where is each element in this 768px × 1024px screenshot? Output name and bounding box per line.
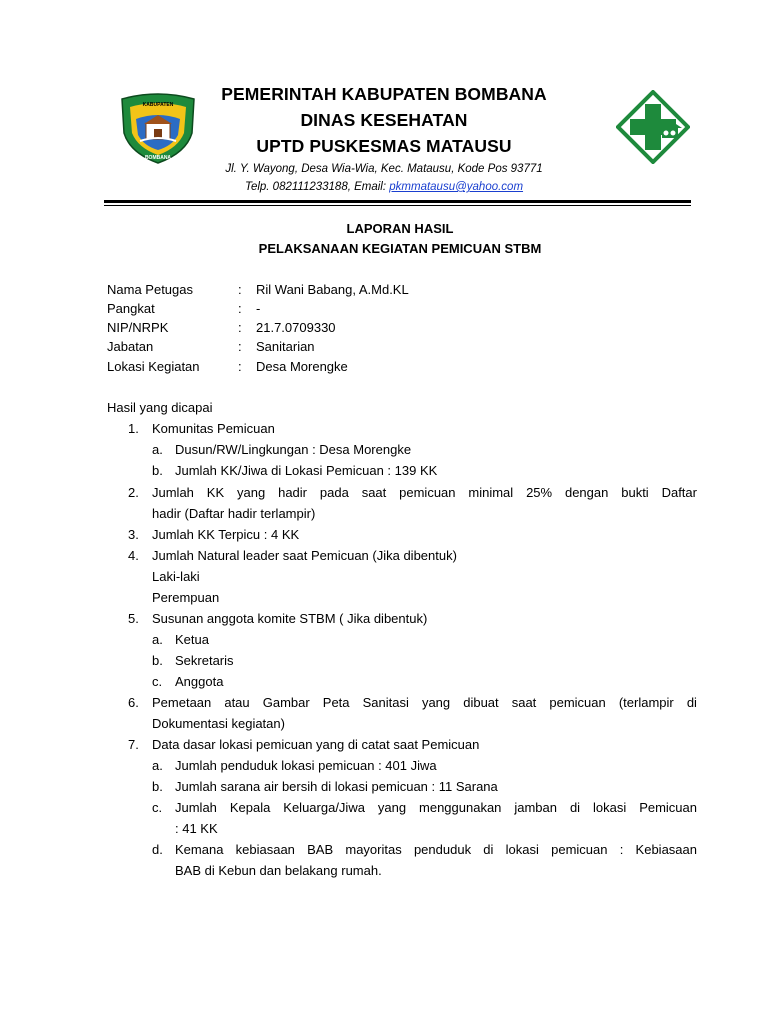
sub-mark: c. bbox=[152, 800, 163, 815]
sub-mark: b. bbox=[152, 653, 163, 668]
word: atau bbox=[224, 695, 250, 710]
word: KK bbox=[206, 485, 225, 500]
sub-item-text: Dusun/RW/Lingkungan : Desa Morengke bbox=[175, 442, 412, 457]
sub-item-text: Jumlah sarana air bersih di lokasi pemicuan : 11 Sarana bbox=[175, 779, 498, 794]
word: pemicuan bbox=[399, 485, 456, 500]
svg-text:BOMBANA: BOMBANA bbox=[144, 155, 172, 161]
word: yang bbox=[377, 800, 407, 815]
word: Jumlah bbox=[175, 800, 217, 815]
word: dibuat bbox=[463, 695, 499, 710]
list-item-text: Susunan anggota komite STBM ( Jika dibentuk) bbox=[152, 611, 428, 626]
svg-text:KABUPATEN: KABUPATEN bbox=[142, 102, 174, 108]
identity-label: Jabatan bbox=[107, 339, 154, 354]
word: lokasi bbox=[593, 800, 627, 815]
word: bukti bbox=[621, 485, 649, 500]
sub-item-text: : 41 KK bbox=[175, 821, 218, 836]
word: Pemetaan bbox=[152, 695, 212, 710]
email-link[interactable]: pkmmatausu@yahoo.com bbox=[389, 181, 524, 193]
sub-item-text: Anggota bbox=[175, 674, 224, 689]
identity-value: Sanitarian bbox=[256, 339, 315, 354]
identity-label: Lokasi Kegiatan bbox=[107, 359, 200, 374]
sub-mark: c. bbox=[152, 674, 163, 689]
letterhead-government: PEMERINTAH KABUPATEN BOMBANA bbox=[221, 84, 547, 104]
word: Peta bbox=[322, 695, 350, 710]
letterhead-puskesmas: UPTD PUSKESMAS MATAUSU bbox=[256, 136, 512, 156]
identity-colon: : bbox=[238, 282, 242, 297]
word: Daftar bbox=[661, 485, 697, 500]
sub-item-text: Jumlah penduduk lokasi pemicuan : 401 Jiwa bbox=[175, 758, 437, 773]
justified-line bbox=[175, 842, 697, 857]
results-heading: Hasil yang dicapai bbox=[107, 400, 213, 415]
list-item-text: Data dasar lokasi pemicuan yang di catat saat Pemicuan bbox=[152, 737, 480, 752]
identity-value: - bbox=[256, 301, 261, 316]
list-item-text: Jumlah KK Terpicu : 4 KK bbox=[152, 527, 300, 542]
word: yang bbox=[237, 485, 266, 500]
identity-value: 21.7.0709330 bbox=[256, 320, 336, 335]
word: saat bbox=[361, 485, 387, 500]
list-item-text: Komunitas Pemicuan bbox=[152, 421, 275, 436]
list-number: 7. bbox=[128, 737, 139, 752]
word: kebiasaan bbox=[235, 842, 295, 857]
sub-mark: b. bbox=[152, 779, 163, 794]
word: 25% bbox=[526, 485, 553, 500]
word: Gambar bbox=[262, 695, 310, 710]
list-number: 6. bbox=[128, 695, 139, 710]
identity-colon: : bbox=[238, 301, 242, 316]
list-number: 2. bbox=[128, 485, 139, 500]
word: pemicuan bbox=[551, 842, 608, 857]
natural-leader-female: Perempuan bbox=[152, 590, 220, 605]
word: penduduk bbox=[413, 842, 472, 857]
word: Sanitasi bbox=[362, 695, 409, 710]
word: di bbox=[483, 842, 494, 857]
word: Pemicuan bbox=[639, 800, 697, 815]
identity-colon: : bbox=[238, 359, 242, 374]
word: saat bbox=[511, 695, 537, 710]
list-number: 1. bbox=[128, 421, 139, 436]
list-number: 4. bbox=[128, 548, 139, 563]
identity-value: Desa Morengke bbox=[256, 359, 348, 374]
phone-text: Telp. 082111233188, Email: bbox=[244, 181, 390, 193]
sub-mark: b. bbox=[152, 463, 163, 478]
word: hadir bbox=[278, 485, 308, 500]
sub-mark: a. bbox=[152, 442, 163, 457]
identity-value: Ril Wani Babang, A.Md.KL bbox=[256, 282, 409, 297]
letterhead-address: Jl. Y. Wayong, Desa Wia-Wia, Kec. Matausu, Kode Pos 93771 bbox=[225, 163, 543, 175]
sub-mark: d. bbox=[152, 842, 163, 857]
word: lokasi bbox=[505, 842, 539, 857]
letterhead-department: DINAS KESEHATAN bbox=[300, 110, 468, 130]
word: jamban bbox=[514, 800, 557, 815]
sub-item-text: BAB di Kebun dan belakang rumah. bbox=[175, 863, 382, 878]
word: di bbox=[686, 695, 697, 710]
word: (terlampir bbox=[618, 695, 674, 710]
list-number: 5. bbox=[128, 611, 139, 626]
justified-line bbox=[175, 800, 697, 815]
word: di bbox=[569, 800, 581, 815]
list-item-text: hadir (Daftar hadir terlampir) bbox=[152, 506, 316, 521]
justified-line bbox=[152, 695, 697, 710]
identity-colon: : bbox=[238, 339, 242, 354]
natural-leader-male: Laki-laki bbox=[152, 569, 200, 584]
identity-label: NIP/NRPK bbox=[107, 320, 169, 335]
sub-item-text: Ketua bbox=[175, 632, 209, 647]
identity-label: Nama Petugas bbox=[107, 282, 193, 297]
list-item-text: Jumlah Natural leader saat Pemicuan (Jika dibentuk) bbox=[152, 548, 457, 563]
word: BAB bbox=[307, 842, 334, 857]
word: : bbox=[619, 842, 624, 857]
sub-mark: a. bbox=[152, 632, 163, 647]
report-subtitle: PELAKSANAAN KEGIATAN PEMICUAN STBM bbox=[258, 241, 542, 256]
word: pemicuan bbox=[549, 695, 606, 710]
justified-line bbox=[152, 485, 697, 500]
letterhead-divider-thin bbox=[104, 205, 691, 206]
identity-colon: : bbox=[238, 320, 242, 335]
report-title: LAPORAN HASIL bbox=[346, 221, 454, 236]
word: menggunakan bbox=[419, 800, 502, 815]
word: Kemana bbox=[175, 842, 224, 857]
word: Kebiasaan bbox=[635, 842, 697, 857]
word: Keluarga/Jiwa bbox=[283, 800, 365, 815]
sub-mark: a. bbox=[152, 758, 163, 773]
letterhead-contact bbox=[0, 181, 768, 193]
word: Kepala bbox=[229, 800, 271, 815]
word: minimal bbox=[468, 485, 514, 500]
letterhead-divider-thick bbox=[104, 200, 691, 203]
list-item-text: Dokumentasi kegiatan) bbox=[152, 716, 285, 731]
word: mayoritas bbox=[345, 842, 402, 857]
list-number: 3. bbox=[128, 527, 139, 542]
word: yang bbox=[421, 695, 451, 710]
identity-label: Pangkat bbox=[107, 301, 155, 316]
word: pada bbox=[319, 485, 349, 500]
word: dengan bbox=[564, 485, 609, 500]
word: Jumlah bbox=[152, 485, 194, 500]
sub-item-text: Jumlah KK/Jiwa di Lokasi Pemicuan : 139 KK bbox=[175, 463, 438, 478]
sub-item-text: Sekretaris bbox=[175, 653, 234, 668]
